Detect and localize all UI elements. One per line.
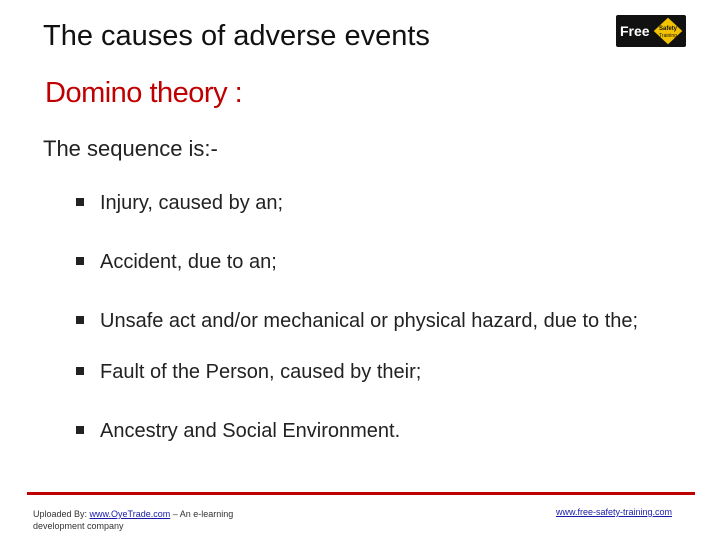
list-item-text: Unsafe act and/or mechanical or physical hazard, due to the;	[100, 310, 639, 332]
square-bullet-icon	[76, 198, 84, 206]
bullet-list	[76, 188, 696, 475]
list-item-text: Accident, due to an;	[100, 251, 277, 273]
list-item	[76, 247, 696, 277]
footer-divider	[27, 492, 695, 495]
slide-title: The causes of adverse events	[43, 20, 430, 52]
list-item-text: Injury, caused by an;	[100, 192, 284, 214]
square-bullet-icon	[76, 316, 84, 324]
footer-uploaded-suffix: – An e-learning development company	[33, 509, 234, 531]
footer-credit	[33, 508, 273, 532]
square-bullet-icon	[76, 367, 84, 375]
list-item	[76, 298, 696, 344]
logo-badge-line1: Safety	[658, 26, 678, 32]
list-item-text: Fault of the Person, caused by their;	[100, 361, 422, 383]
free-safety-training-logo	[616, 15, 686, 47]
square-bullet-icon	[76, 257, 84, 265]
list-item	[76, 357, 696, 387]
list-item	[76, 416, 696, 446]
square-bullet-icon	[76, 426, 84, 434]
slide-subtitle: Domino theory :	[45, 77, 243, 109]
footer-website	[556, 507, 672, 517]
logo-badge-line2: Training	[659, 33, 677, 39]
list-item	[76, 188, 696, 218]
free-safety-training-link[interactable]: www.free-safety-training.com	[556, 507, 673, 517]
list-item-text: Ancestry and Social Environment.	[100, 420, 401, 442]
oyetrade-link[interactable]: www.OyeTrade.com	[89, 509, 171, 519]
intro-text: The sequence is:-	[43, 136, 218, 161]
logo-word: Free	[620, 23, 650, 39]
footer-uploaded-prefix: Uploaded By:	[33, 509, 90, 519]
